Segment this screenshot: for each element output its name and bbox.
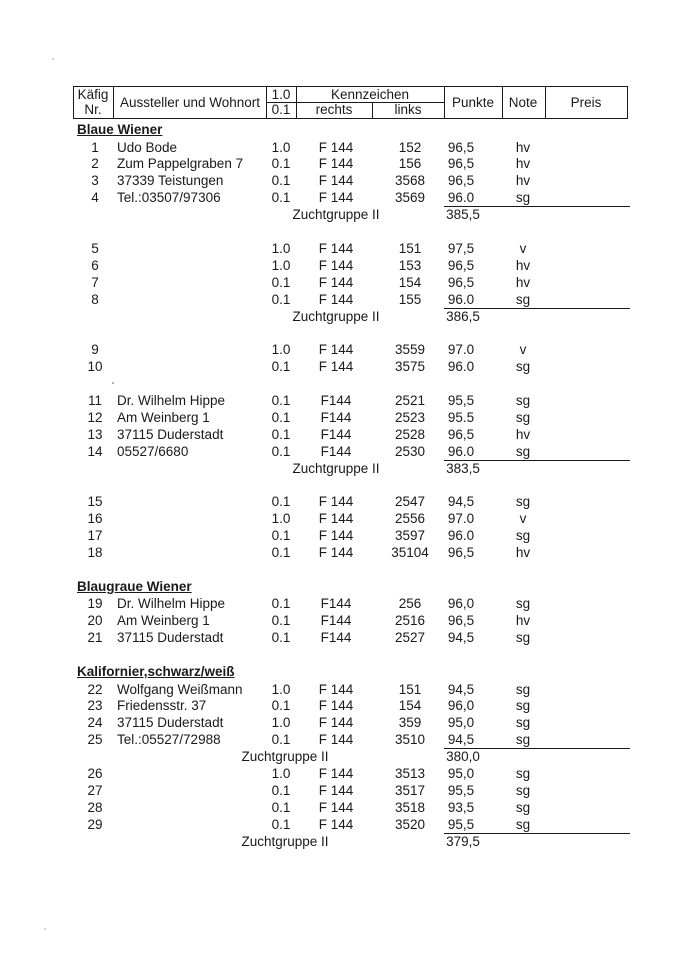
grade: hv xyxy=(515,545,531,561)
tattoo-left: 3597 xyxy=(394,528,426,544)
grade: sg xyxy=(515,799,531,815)
points: 96,5 xyxy=(447,139,475,155)
points: 94,5 xyxy=(447,681,475,697)
tattoo-right: F 144 xyxy=(318,511,354,527)
section-title: Kalifornier,schwarz/weiß xyxy=(77,664,235,679)
grade: sg xyxy=(515,393,531,408)
section-title: Blaugraue Wiener xyxy=(77,578,192,594)
points: 97.0 xyxy=(447,342,475,358)
sex-code: 0.1 xyxy=(271,156,291,172)
sex-code: 0.1 xyxy=(271,494,291,510)
tattoo-right: F144 xyxy=(320,613,352,629)
grade: sg xyxy=(515,528,531,544)
sex-code: 1.0 xyxy=(271,511,291,527)
sex-code: 0.1 xyxy=(271,613,291,629)
points: 93,5 xyxy=(447,799,475,815)
points: 94,5 xyxy=(447,732,475,748)
tattoo-left: 154 xyxy=(398,274,422,290)
header-vline xyxy=(113,86,114,119)
group-total-points: 379,5 xyxy=(446,833,480,849)
cage-number: 27 xyxy=(87,782,103,798)
cage-number: 24 xyxy=(87,715,103,731)
tattoo-left: 2521 xyxy=(394,393,426,408)
scan-speck xyxy=(52,58,54,60)
tattoo-left: 153 xyxy=(398,257,422,273)
cage-number: 14 xyxy=(87,443,103,459)
header-links: links xyxy=(394,102,422,117)
grade: sg xyxy=(515,766,531,781)
cage-number: 21 xyxy=(87,630,103,646)
points: 96,5 xyxy=(447,274,475,290)
header-nr: Nr. xyxy=(84,102,102,117)
exhibitor-text: Tel.:05527/72988 xyxy=(117,732,221,748)
header-punkte: Punkte xyxy=(451,95,495,110)
header-vline xyxy=(372,102,373,119)
tattoo-left: 3510 xyxy=(394,732,426,748)
tattoo-right: F 144 xyxy=(318,359,354,375)
tattoo-right: F 144 xyxy=(318,257,354,273)
cage-number: 13 xyxy=(87,426,103,442)
exhibitor-text: Dr. Wilhelm Hippe xyxy=(117,393,226,408)
sex-code: 0.1 xyxy=(271,596,291,612)
sex-code: 0.1 xyxy=(271,630,291,646)
tattoo-right: F 144 xyxy=(318,274,354,290)
tattoo-left: 152 xyxy=(398,139,422,155)
points: 96,5 xyxy=(447,426,475,442)
exhibitor-text: Zum Pappelgraben 7 xyxy=(117,156,244,172)
tattoo-left: 3568 xyxy=(394,173,426,189)
points: 96.0 xyxy=(447,528,475,544)
sex-code: 1.0 xyxy=(271,766,291,781)
sex-code: 0.1 xyxy=(271,545,291,561)
group-total-points: 380,0 xyxy=(446,749,480,765)
points: 97.0 xyxy=(447,511,475,527)
cage-number: 19 xyxy=(87,596,103,612)
tattoo-left: 151 xyxy=(398,240,422,256)
sex-code: 0.1 xyxy=(271,190,291,206)
exhibitor-text: 37339 Teistungen xyxy=(117,173,224,189)
sex-code: 0.1 xyxy=(271,782,291,798)
tattoo-right: F 144 xyxy=(318,799,354,815)
scan-speck xyxy=(44,928,46,930)
tattoo-right: F 144 xyxy=(318,545,354,561)
zuchtgruppe-label: Zuchtgruppe II xyxy=(241,749,329,765)
section-title: Blaue Wiener xyxy=(77,122,163,137)
cage-number: 4 xyxy=(91,190,99,206)
exhibitor-text: Am Weinberg 1 xyxy=(117,613,210,629)
tattoo-left: 3559 xyxy=(394,342,426,358)
cage-number: 8 xyxy=(91,291,99,307)
points: 96,0 xyxy=(447,698,475,714)
header-aussteller: Aussteller und Wohnort xyxy=(119,95,261,110)
tattoo-left: 156 xyxy=(398,156,422,172)
group-total-points: 385,5 xyxy=(446,207,480,223)
cage-number: 15 xyxy=(87,494,103,510)
cage-number: 7 xyxy=(91,274,99,290)
tattoo-left: 3569 xyxy=(394,190,426,206)
tattoo-left: 2516 xyxy=(394,613,426,629)
grade: sg xyxy=(515,291,531,307)
tattoo-right: F 144 xyxy=(318,494,354,510)
header-vline xyxy=(73,86,74,119)
tattoo-left: 2528 xyxy=(394,426,426,442)
header-kennzeichen: Kennzeichen xyxy=(330,87,410,102)
points: 96.0 xyxy=(447,443,475,459)
sex-code: 0.1 xyxy=(271,698,291,714)
cage-number: 23 xyxy=(87,698,103,714)
points: 95,5 xyxy=(447,816,475,832)
grade: sg xyxy=(515,782,531,798)
sex-code: 0.1 xyxy=(271,393,291,408)
exhibitor-text: 37115 Duderstadt xyxy=(117,715,224,731)
sex-code: 0.1 xyxy=(271,173,291,189)
cage-number: 16 xyxy=(87,511,103,527)
sex-code: 0.1 xyxy=(271,359,291,375)
points: 96,0 xyxy=(447,596,475,612)
points: 96,5 xyxy=(447,545,475,561)
tattoo-right: F 144 xyxy=(318,190,354,206)
group-total-points: 383,5 xyxy=(446,460,480,476)
sex-code: 0.1 xyxy=(271,816,291,832)
tattoo-right: F 144 xyxy=(318,698,354,714)
sex-code: 1.0 xyxy=(271,681,291,697)
zuchtgruppe-label: Zuchtgruppe II xyxy=(292,460,380,476)
grade: sg xyxy=(515,443,531,459)
scan-speck xyxy=(112,382,114,384)
sex-code: 1.0 xyxy=(271,342,291,358)
grade: sg xyxy=(515,816,531,832)
points: 96,5 xyxy=(447,173,475,189)
cage-number: 3 xyxy=(91,173,99,189)
grade: sg xyxy=(515,698,531,714)
sex-code: 0.1 xyxy=(271,799,291,815)
exhibitor-text: Wolfgang Weißmann xyxy=(117,681,243,697)
tattoo-right: F144 xyxy=(320,443,352,459)
grade: sg xyxy=(515,359,531,375)
grade: v xyxy=(519,511,527,527)
tattoo-left: 154 xyxy=(398,698,422,714)
points: 96,5 xyxy=(447,613,475,629)
grade: sg xyxy=(515,190,531,206)
tattoo-right: F 144 xyxy=(318,681,354,697)
tattoo-right: F144 xyxy=(320,409,352,425)
points: 94,5 xyxy=(447,494,475,510)
sex-code: 1.0 xyxy=(271,715,291,731)
tattoo-left: 2547 xyxy=(394,494,426,510)
points: 95,0 xyxy=(447,766,475,781)
tattoo-left: 3517 xyxy=(394,782,426,798)
header-female: 0.1 xyxy=(271,102,291,117)
exhibitor-text: Tel.:03507/97306 xyxy=(117,190,221,206)
grade: hv xyxy=(515,613,531,629)
tattoo-right: F 144 xyxy=(318,732,354,748)
tattoo-left: 2523 xyxy=(394,409,426,425)
header-male-female: 1.0 xyxy=(271,87,291,102)
grade: v xyxy=(519,240,527,256)
header-rechts: rechts xyxy=(315,102,353,117)
tattoo-left: 2556 xyxy=(394,511,426,527)
exhibitor-text: 37115 Duderstadt xyxy=(117,426,224,442)
exhibitor-text: Am Weinberg 1 xyxy=(117,409,210,425)
tattoo-right: F 144 xyxy=(318,816,354,832)
grade: sg xyxy=(515,494,531,510)
tattoo-right: F144 xyxy=(320,596,352,612)
cage-number: 29 xyxy=(87,816,103,832)
points: 96.0 xyxy=(447,359,475,375)
sex-code: 0.1 xyxy=(271,443,291,459)
grade: hv xyxy=(515,173,531,189)
points: 95.5 xyxy=(447,409,475,425)
tattoo-right: F 144 xyxy=(318,139,354,155)
grade: hv xyxy=(515,274,531,290)
grade: hv xyxy=(515,257,531,273)
exhibitor-text: Udo Bode xyxy=(117,139,178,155)
header-note: Note xyxy=(508,95,538,110)
cage-number: 5 xyxy=(91,240,99,256)
points: 96.0 xyxy=(447,190,475,206)
grade: sg xyxy=(515,681,531,697)
header-vline xyxy=(296,86,297,119)
tattoo-left: 3575 xyxy=(394,359,426,375)
tattoo-right: F 144 xyxy=(318,782,354,798)
tattoo-left: 3518 xyxy=(394,799,426,815)
grade: sg xyxy=(515,630,531,646)
sex-code: 0.1 xyxy=(271,409,291,425)
grade: sg xyxy=(515,715,531,731)
grade: v xyxy=(519,342,527,358)
exhibitor-text: Dr. Wilhelm Hippe xyxy=(117,596,226,612)
tattoo-left: 359 xyxy=(398,715,422,731)
header-vline xyxy=(444,86,445,119)
header-vline xyxy=(502,86,503,119)
zuchtgruppe-label: Zuchtgruppe II xyxy=(292,308,380,324)
cage-number: 25 xyxy=(87,732,103,748)
sex-code: 0.1 xyxy=(271,732,291,748)
tattoo-left: 155 xyxy=(398,291,422,307)
tattoo-right: F 144 xyxy=(318,715,354,731)
points: 95,0 xyxy=(447,715,475,731)
grade: sg xyxy=(515,409,531,425)
cage-number: 11 xyxy=(87,393,103,408)
grade: sg xyxy=(515,596,531,612)
points: 96,5 xyxy=(447,257,475,273)
tattoo-right: F 144 xyxy=(318,342,354,358)
points: 94,5 xyxy=(447,630,475,646)
tattoo-left: 151 xyxy=(398,681,422,697)
cage-number: 20 xyxy=(87,613,103,629)
header-vline xyxy=(627,86,628,119)
sex-code: 1.0 xyxy=(271,257,291,273)
exhibitor-text: 05527/6680 xyxy=(117,443,189,459)
header-vline xyxy=(545,86,546,119)
header-vline xyxy=(266,86,267,119)
grade: hv xyxy=(515,139,531,155)
tattoo-right: F 144 xyxy=(318,156,354,172)
tattoo-right: F144 xyxy=(320,426,352,442)
points: 95,5 xyxy=(447,782,475,798)
tattoo-left: 3513 xyxy=(394,766,426,781)
grade: hv xyxy=(515,426,531,442)
cage-number: 1 xyxy=(91,139,99,155)
sex-code: 0.1 xyxy=(271,426,291,442)
exhibitor-text: Friedensstr. 37 xyxy=(117,698,207,714)
exhibitor-text: 37115 Duderstadt xyxy=(117,630,224,646)
tattoo-right: F 144 xyxy=(318,173,354,189)
cage-number: 9 xyxy=(91,342,99,358)
cage-number: 18 xyxy=(87,545,103,561)
zuchtgruppe-label: Zuchtgruppe II xyxy=(241,833,329,849)
grade: hv xyxy=(515,156,531,172)
header-preis: Preis xyxy=(570,95,602,110)
sex-code: 1.0 xyxy=(271,240,291,256)
tattoo-left: 2530 xyxy=(394,443,426,459)
tattoo-right: F144 xyxy=(320,393,352,408)
tattoo-right: F 144 xyxy=(318,240,354,256)
tattoo-left: 3520 xyxy=(394,816,426,832)
tattoo-right: F 144 xyxy=(318,766,354,781)
points: 97,5 xyxy=(447,240,475,256)
cage-number: 26 xyxy=(87,766,103,781)
cage-number: 10 xyxy=(87,359,103,375)
sex-code: 0.1 xyxy=(271,274,291,290)
points: 96.0 xyxy=(447,291,475,307)
group-total-points: 386,5 xyxy=(446,308,480,324)
zuchtgruppe-label: Zuchtgruppe II xyxy=(292,207,380,223)
sex-code: 1.0 xyxy=(271,139,291,155)
tattoo-left: 35104 xyxy=(391,545,429,561)
tattoo-left: 2527 xyxy=(394,630,426,646)
cage-number: 2 xyxy=(91,156,99,172)
points: 96,5 xyxy=(447,156,475,172)
tattoo-right: F144 xyxy=(320,630,352,646)
cage-number: 28 xyxy=(87,799,103,815)
header-kaefig: Käfig xyxy=(77,87,109,102)
points: 95,5 xyxy=(447,393,475,408)
tattoo-right: F 144 xyxy=(318,528,354,544)
cage-number: 22 xyxy=(87,681,103,697)
cage-number: 17 xyxy=(87,528,103,544)
tattoo-left: 256 xyxy=(398,596,422,612)
sex-code: 0.1 xyxy=(271,528,291,544)
grade: sg xyxy=(515,732,531,748)
tattoo-right: F 144 xyxy=(318,291,354,307)
cage-number: 12 xyxy=(87,409,103,425)
sex-code: 0.1 xyxy=(271,291,291,307)
cage-number: 6 xyxy=(91,257,99,273)
